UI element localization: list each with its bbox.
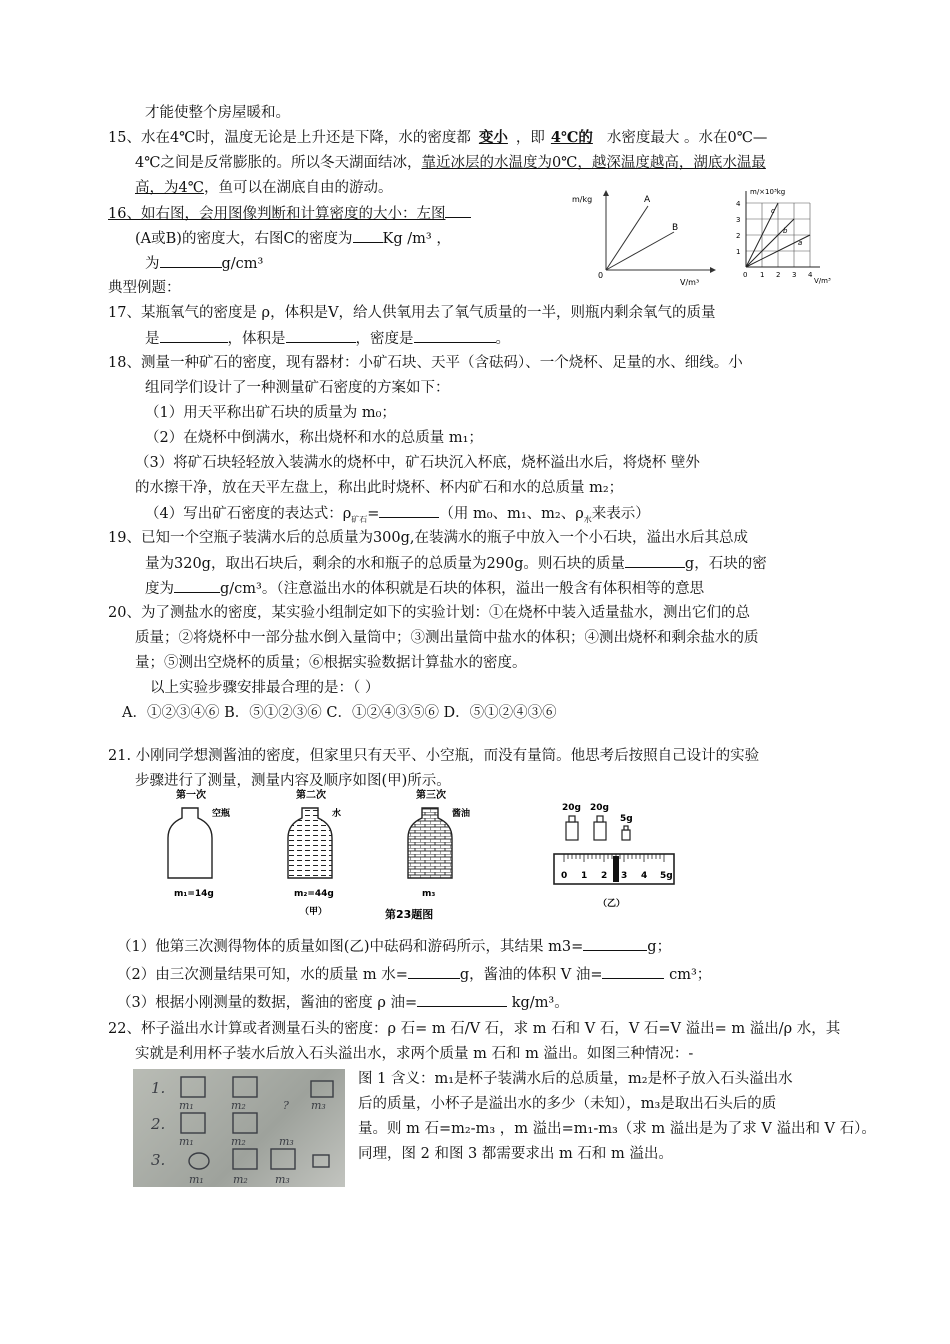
scale-tick: 1 — [581, 871, 588, 881]
graph-left — [570, 188, 720, 288]
graph2-ytick: 4 — [736, 200, 741, 208]
q20-line3: 量；⑤测出空烧杯的质量；⑥根据实验数据计算盐水的密度。 — [135, 655, 527, 671]
q16-blank2 — [353, 228, 383, 243]
q18-line2: 组同学们设计了一种测量矿石密度的方案如下： — [145, 380, 450, 396]
q16-line1: 16、如右图，会用图像判断和计算密度的大小：左图 — [108, 203, 471, 224]
weight-20g-b — [594, 822, 606, 840]
weight-5g-knob — [624, 826, 628, 830]
q22-line1: 22、杯子溢出水计算或者测量石头的密度：ρ 石= m 石/V 石，求 m 石和 V 石，V 石=V 溢出= m 溢出/ρ 水，其 — [108, 1021, 841, 1037]
weight-label-3: 5g — [620, 814, 633, 824]
q18-step3b: 的水擦干净，放在天平左盘上，称出此时烧杯、杯内矿石和水的总质量 m₂； — [135, 480, 624, 496]
graph2-ytick: 3 — [736, 216, 741, 224]
photo-row-2: 2. — [151, 1115, 166, 1133]
q20-line4: 以上实验步骤安排最合理的是：（ ） — [150, 680, 380, 696]
graph2-ytick: 2 — [736, 232, 741, 240]
q18-line1: 18、测量一种矿石的密度，现有器材：小矿石块、天平（含砝码）、一个烧杯、足量的水、细线。小 — [108, 355, 743, 371]
photo-label: m₃ — [311, 1099, 326, 1112]
graph1-label-a: A — [644, 195, 651, 205]
photo-label: m₂ — [233, 1173, 248, 1186]
examples-title: 典型例题： — [108, 280, 181, 296]
q16-line2: (A或B)的密度大，右图C的密度为 Kg /m³ ， — [135, 228, 451, 249]
q22-line2: 实就是利用杯子装水后放入石头溢出水，求两个质量 m 石和 m 溢出。如图三种情况：- — [135, 1046, 694, 1062]
q17-line1: 17、某瓶氧气的密度是 ρ，体积是V，给人供氧用去了氧气质量的一半，则瓶内剩余氧气的质量 — [108, 305, 716, 321]
bottle-water — [288, 808, 332, 878]
graph-line-b — [606, 232, 674, 270]
graph2-label-a: a — [798, 239, 803, 247]
q22-para1: 图 1 含义：m₁是杯子装满水后的总质量，m₂是杯子放入石头溢出水 — [358, 1071, 793, 1087]
q17-blank2 — [286, 328, 356, 343]
q20-options: A．①②③④⑥ B．⑤①②③⑥ C．①②④③⑤⑥ D．⑤①②④③⑥ — [122, 705, 557, 721]
graph2-ylabel: m/×10³kg — [750, 188, 786, 196]
scale-tick: 0 — [561, 871, 568, 881]
graph2-xlabel: V/m³ — [814, 277, 831, 285]
graph2-xtick: 3 — [792, 271, 797, 279]
q21-blank3 — [602, 964, 664, 979]
weight-20g-b-knob — [597, 816, 603, 822]
scale-tick: 3 — [621, 871, 628, 881]
bottle-empty — [168, 808, 212, 878]
fig-mass-2: m₂=44g — [294, 889, 334, 899]
fig-caption: 第23题图 — [385, 908, 434, 921]
q18-step3: （3）将矿石块轻轻放入装满水的烧杯中，矿石块沉入杯底，烧杯溢出水后，将烧杯 壁外 — [135, 455, 700, 471]
fig-label-yi: （乙） — [598, 899, 626, 909]
photo-label: ? — [283, 1099, 289, 1112]
graph-line-a — [606, 206, 648, 270]
weight-20g-a-knob — [569, 816, 575, 822]
graph1-xlabel: V/m³ — [680, 278, 700, 287]
photo-label: m₁ — [179, 1135, 194, 1148]
q17-line2: 是 ，体积是 ，密度是 。 — [145, 328, 510, 349]
fig-mass-3: m₃ — [422, 889, 436, 899]
photo-label: m₂ — [231, 1099, 246, 1112]
q16-line3: 为 g/cm³ — [145, 253, 263, 274]
q21-sub3: （3）根据小刚测量的数据，酱油的密度 ρ 油= kg/m³。 — [117, 992, 569, 1013]
bottle-soy — [408, 808, 452, 878]
fig-label-jia: （甲） — [300, 907, 328, 917]
graph2-xtick-origin: 0 — [743, 271, 748, 279]
graph2-xtick: 4 — [808, 271, 813, 279]
q21-line2: 步骤进行了测量，测量内容及顺序如图(甲)所示。 — [135, 773, 451, 789]
q19-line1: 19、已知一个空瓶子装满水后的总质量为300g,在装满水的瓶子中放入一个小石块，溢出水后其总成 — [108, 530, 749, 546]
graph2-xtick: 1 — [760, 271, 765, 279]
weight-label-1: 20g — [562, 803, 581, 813]
q21-blank4 — [417, 992, 507, 1007]
scale-tick: 5g — [660, 871, 673, 881]
scale-tick: 2 — [601, 871, 608, 881]
q21-line1: 21. 小刚同学想测酱油的密度，但家里只有天平、小空瓶，而没有量筒。他思考后按照自己设计的实验 — [108, 748, 760, 764]
q15-answer1: 变小 — [478, 129, 508, 146]
graph1-ylabel: m/kg — [572, 195, 593, 204]
photo-row-3: 3. — [151, 1151, 166, 1169]
q17-blank1 — [160, 328, 228, 343]
q15-line2: 4℃之间是反常膨胀的。所以冬天湖面结冰，靠近冰层的水温度为0℃，越深温度越高，湖底水温最 — [135, 155, 766, 171]
q16-blank1 — [445, 203, 471, 218]
q19-line3: 度为 g/cm³。（注意溢出水的体积就是石块的体积，溢出一般含有体积相等的意思 — [145, 578, 704, 599]
figure-23 — [160, 788, 690, 928]
fig-content-3: 酱油 — [452, 809, 471, 819]
q21-sub2: （2）由三次测量结果可知，水的质量 m 水= g，酱油的体积 V 油= cm³； — [117, 964, 711, 985]
graph1-origin: 0 — [598, 271, 604, 280]
q18-blank — [379, 503, 439, 518]
q19-blank1 — [625, 553, 685, 568]
rider — [613, 856, 619, 882]
photo-label: m₁ — [189, 1173, 204, 1186]
weight-label-2: 20g — [590, 803, 609, 813]
photo-label: m₁ — [179, 1099, 194, 1112]
q15-answer2: 4℃的 — [550, 129, 593, 146]
q18-step2: （2）在烧杯中倒满水，称出烧杯和水的总质量 m₁； — [145, 430, 483, 446]
photo-label: m₂ — [231, 1135, 246, 1148]
fig-content-2: 水 — [332, 809, 342, 819]
q19-blank2 — [174, 578, 220, 593]
q17-blank3 — [414, 328, 496, 343]
scale-tick: 4 — [641, 871, 648, 881]
graph2-label-c: c — [771, 207, 775, 215]
weight-20g-a — [566, 822, 578, 840]
photo-row-1: 1. — [151, 1079, 166, 1097]
fig-label-1: 第一次 — [176, 790, 206, 801]
graph-right — [728, 183, 831, 291]
graph2-xtick: 2 — [776, 271, 781, 279]
q18-step4: （4）写出矿石密度的表达式：$\rho_{矿石}=$ （用 m₀、m₁、m₂、$\rho_水$来表示） — [145, 503, 650, 530]
q20-line2: 质量；②将烧杯中一部分盐水倒入量筒中；③测出量筒中盐水的体积；④测出烧杯和剩余盐水的质 — [135, 630, 759, 646]
fig-label-3: 第三次 — [416, 790, 446, 801]
photo-label: m₃ — [275, 1173, 290, 1186]
q16-blank3 — [160, 253, 222, 268]
graph1-label-b: B — [672, 223, 679, 233]
fig-mass-1: m₁=14g — [174, 889, 214, 899]
fig-label-2: 第二次 — [296, 790, 326, 801]
q15-line3: 高，为4℃，鱼可以在湖底自由的游动。 — [135, 180, 393, 196]
q15-line1: 15、水在4℃时，温度无论是上升还是下降，水的密度都 变小 ，即 4℃的 水密度最大 。水在0℃— — [108, 129, 768, 146]
q22-para3: 量。则 m 石=m₂-m₃ ，m 溢出=m₁-m₃（求 m 溢出是为了求 V 溢出和 V 石）。 — [358, 1121, 876, 1137]
q22-para4: 同理，图 2 和图 3 都需要求出 m 石和 m 溢出。 — [358, 1146, 673, 1162]
q19-line2: 量为320g，取出石块后，剩余的水和瓶子的总质量为290g。则石块的质量 g，石块的密 — [145, 553, 767, 574]
q14-tail: 才能使整个房屋暖和。 — [145, 105, 290, 121]
handwritten-photo — [133, 1069, 345, 1187]
photo-label: m₃ — [279, 1135, 294, 1148]
fig-content-1: 空瓶 — [212, 809, 231, 819]
q18-step1: （1）用天平称出矿石块的质量为 m₀； — [145, 405, 396, 421]
q20-line1: 20、为了测盐水的密度，某实验小组制定如下的实验计划：①在烧杯中装入适量盐水，测出它们的总 — [108, 605, 750, 621]
q22-para2: 后的质量，小杯子是溢出水的多少（未知），m₃是取出石头后的质 — [358, 1096, 777, 1112]
q21-blank1 — [583, 936, 647, 951]
graph2-ytick: 1 — [736, 248, 741, 256]
q21-sub1: （1）他第三次测得物体的质量如图(乙)中砝码和游码所示，其结果 m3= g； — [117, 936, 671, 957]
graph2-label-b: b — [783, 227, 788, 235]
q21-blank2 — [408, 964, 460, 979]
weight-5g — [622, 830, 630, 840]
